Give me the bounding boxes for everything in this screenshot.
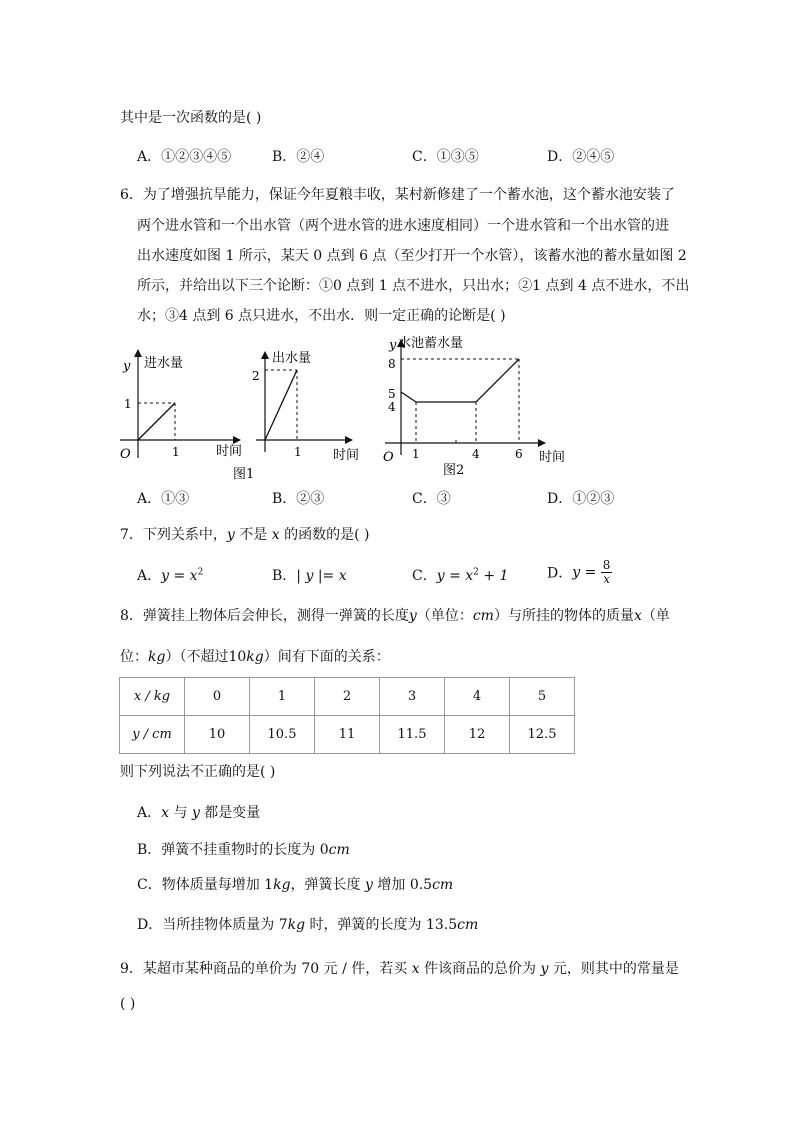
q8-optd-a: D．当所挂物体质量为 [137, 917, 279, 933]
q7-stem [120, 524, 369, 544]
q8-line2-kg: kg [148, 649, 166, 665]
graph1-y-tick: 1 [124, 397, 132, 411]
q6-line-1: 6．为了增强抗旱能力，保证今年夏粮丰收，某村新修建了一个蓄水池，这个蓄水池安装了 [120, 187, 675, 203]
q8-line2-kg2: kg [246, 649, 264, 665]
q8-line2-c: ）间有下面的关系： [263, 649, 390, 665]
q8-option-b[interactable] [137, 839, 350, 859]
q7-option-b-letter: B． [272, 568, 297, 584]
graph3-y-tick-4: 4 [388, 400, 396, 414]
q7-stem-a: 7．下列关系中， [120, 527, 227, 543]
graph2-outflow [233, 350, 359, 482]
q8-opta-c: 都是变量 [199, 805, 261, 821]
q7-stem-b: 不是 [234, 527, 272, 543]
graph3-line [401, 359, 519, 402]
q8-optb-num: 0 [319, 842, 329, 858]
q9-line-b: 件该商品的总价为 [419, 961, 541, 977]
graph2-y-tick: 2 [252, 369, 260, 383]
q8-optb-a: B．弹簧不挂重物时的长度为 [137, 842, 320, 858]
q8-opta-x: x [161, 805, 170, 821]
q6-graphs [0, 330, 794, 490]
q8-line1-cm: cm [472, 608, 494, 624]
table-cell: 12.5 [510, 716, 575, 754]
q6-line-4: 所示，并给出以下三个论断：①0 点到 1 点不进水，只出水；②1 点到 4 点不进水，不出 [137, 278, 690, 294]
table-cell: 11 [315, 716, 380, 754]
graph3-y-tick-8: 8 [388, 357, 396, 371]
table-cell: 12 [445, 716, 510, 754]
q8-optc-b: ，弹簧长度 [290, 877, 365, 893]
q8-opta-y: y [191, 805, 200, 821]
table-cell: 3 [380, 678, 445, 716]
q7-option-b-expr: | y |= x [296, 568, 347, 584]
q6-line-5: 水；③4 点到 6 点只进水，不出水．则一定正确的论断是( ) [137, 308, 506, 324]
q8-line-1 [120, 605, 670, 625]
q7-option-d-fraction [601, 559, 613, 586]
q5-option-c[interactable]: C．①③⑤ [412, 149, 479, 165]
q7-option-d[interactable] [547, 559, 612, 586]
q9-line-1 [120, 958, 679, 978]
q5-option-d[interactable]: D．②④⑤ [547, 149, 615, 165]
graph3-x-label: 时间 [539, 450, 566, 465]
q7-stem-y: y [226, 527, 235, 543]
graph3-title: 水池蓄水量 [398, 336, 464, 351]
graph1-x-label: 时间 [216, 444, 243, 459]
q7-options [137, 558, 697, 591]
q8-optc-a: C．物体质量每增加 [137, 877, 265, 893]
graph1-title: 进水量 [144, 356, 184, 371]
q8-line2-b: ）（不超过 [165, 649, 229, 665]
table-cell: 11.5 [380, 716, 445, 754]
q6-line-3: 出水速度如图 1 所示，某天 0 点到 6 点（至少打开一个水管），该蓄水池的蓄水量如图 2 [137, 248, 687, 264]
q7-option-a[interactable] [137, 565, 203, 585]
q7-option-c-sup: 2 [473, 567, 479, 578]
graph1-x-tick: 1 [172, 445, 180, 459]
q7-stem-c: 的函数的是( ) [279, 527, 370, 543]
table-header-y: y / cm [120, 716, 185, 754]
q6-option-c[interactable]: C．③ [412, 491, 451, 507]
q8-line1-c: ）与所挂的物体的质量 [493, 608, 634, 624]
table-cell: 4 [445, 678, 510, 716]
q7-stem-x: x [271, 527, 280, 543]
graph3-x-tick-1: 1 [412, 447, 420, 461]
graph3-origin: O [383, 450, 394, 465]
q7-option-c[interactable] [412, 565, 508, 585]
q8-opta-a: A． [137, 805, 162, 821]
q5-options [137, 146, 697, 166]
q6-option-b[interactable]: B．②③ [272, 491, 325, 507]
graph1-line [138, 403, 175, 440]
q5-option-a[interactable]: A．①②③④⑤ [137, 149, 232, 165]
q8-optb-unit: cm [328, 842, 350, 858]
q9-line-2: ( ) [120, 996, 136, 1012]
graph3-x-tick-6: 6 [515, 447, 523, 461]
q7-option-d-letter: D． [547, 565, 573, 582]
q8-optd-num1: 7 [278, 917, 288, 933]
graph2-title: 出水量 [272, 351, 312, 366]
q8-option-c[interactable] [137, 874, 453, 894]
graph3-volume [383, 335, 565, 478]
graph2-caption: 图1 [233, 467, 255, 482]
q7-option-c-expr-b: + 1 [478, 568, 509, 584]
q8-option-d[interactable] [137, 914, 478, 934]
q8-optd-unit2: cm [457, 917, 479, 933]
table-cell: 0 [185, 678, 250, 716]
q8-line2-10: 10 [228, 649, 247, 665]
graph3-y-tick-5: 5 [388, 387, 396, 401]
q7-option-a-letter: A． [137, 568, 162, 584]
q7-option-b[interactable] [272, 565, 347, 585]
graph3-x-tick-4: 4 [472, 447, 480, 461]
q7-option-d-num: 8 [602, 558, 611, 572]
graph2-x-tick: 1 [294, 445, 302, 459]
q8-optc-y: y [365, 877, 373, 893]
graph2-x-label: 时间 [333, 448, 360, 463]
q5-stem: 其中是一次函数的是( ) [120, 110, 262, 126]
q6-option-d[interactable]: D．①②③ [547, 491, 615, 507]
q8-line-2 [120, 646, 390, 666]
q8-line1-d: （单 [641, 608, 670, 624]
q8-opta-b: 与 [169, 805, 192, 821]
q6-line-2: 两个进水管和一个出水管（两个进水管的进水速度相同）一个进水管和一个出水管的进 [137, 218, 669, 234]
q9-line-c: 元，则其中的常量是 [548, 961, 679, 977]
q9-y: y [540, 961, 549, 977]
q8-option-a[interactable] [137, 802, 260, 822]
q7-option-c-letter: C． [412, 568, 437, 584]
table-cell: 1 [250, 678, 315, 716]
table-cell: 2 [315, 678, 380, 716]
q5-option-b[interactable]: B．②④ [272, 149, 325, 165]
q7-option-a-expr: y = x [161, 568, 198, 584]
q9-x: x [411, 961, 420, 977]
q8-optd-unit1: kg [287, 917, 306, 933]
q8-optc-unit2: cm [432, 877, 454, 893]
table-header-x: x / kg [120, 678, 185, 716]
table-row [120, 678, 575, 716]
table-cell: 5 [510, 678, 575, 716]
q8-optc-num2: 0.5 [409, 877, 433, 893]
q8-question: 则下列说法不正确的是( ) [120, 764, 276, 780]
table-cell: 10.5 [250, 716, 315, 754]
q6-option-a[interactable]: A．①③ [137, 491, 190, 507]
table-row [120, 716, 575, 754]
table-cell: 10 [185, 716, 250, 754]
q7-option-d-lhs: y = [572, 564, 597, 581]
q8-optc-c: 增加 [372, 877, 410, 893]
q8-line1-a: 8．弹簧挂上物体后会伸长，测得一弹簧的长度 [120, 608, 409, 624]
graph2-line [265, 370, 297, 440]
q8-line1-x: x [633, 608, 642, 624]
graph3-y-label: y [389, 338, 397, 353]
q9-line-a: 9．某超市某种商品的单价为 70 元 / 件，若买 [120, 961, 412, 977]
q7-option-c-expr-a: y = x [436, 568, 474, 584]
graph1-origin: O [120, 447, 131, 462]
q8-table [119, 677, 575, 754]
q8-line2-a: 位： [120, 649, 148, 665]
q6-options [137, 488, 697, 508]
graph1-inflow [120, 350, 242, 462]
q8-line1-y: y [408, 608, 417, 624]
q8-line1-b: （单位： [416, 608, 473, 624]
graph3-caption: 图2 [443, 463, 465, 478]
q8-optd-b: 时，弹簧的长度为 [305, 917, 426, 933]
q8-optc-num1: 1 [264, 877, 274, 893]
q7-option-a-sup: 2 [197, 567, 204, 578]
graph1-y-label: y [123, 359, 131, 374]
q8-optd-num2: 13.5 [425, 917, 458, 933]
q8-optc-unit1: kg [273, 877, 291, 893]
q7-option-d-den: x [603, 572, 610, 586]
